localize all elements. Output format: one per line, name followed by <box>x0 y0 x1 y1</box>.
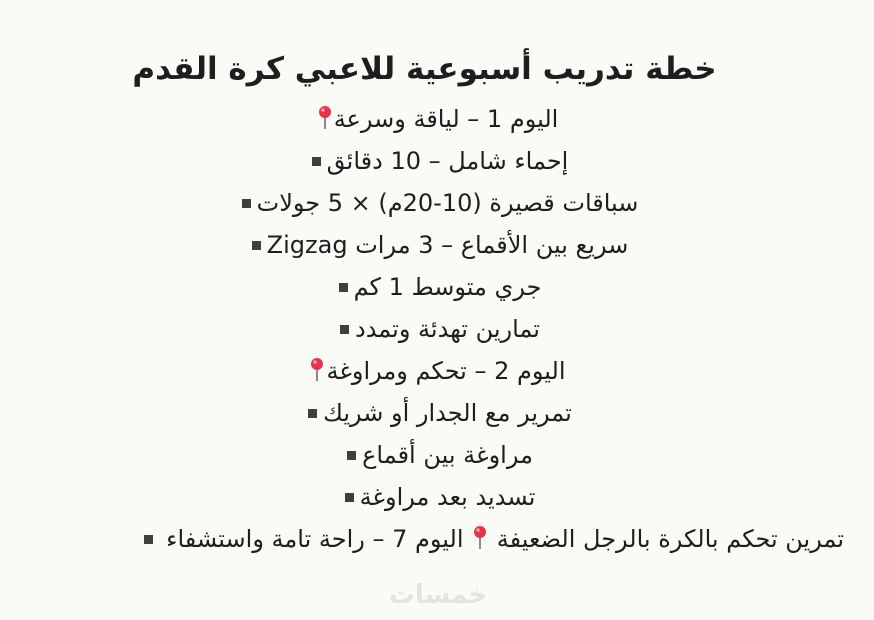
plan-lines <box>0 98 874 518</box>
watermark-logo: خمسات <box>388 580 488 610</box>
plan-line-text: تمرير مع الجدار أو شريك <box>323 399 572 427</box>
square-bullet-icon <box>340 325 349 334</box>
square-bullet-icon <box>144 535 153 544</box>
plan-line-text: تسديد بعد مراوغة <box>359 483 536 511</box>
square-bullet-icon <box>347 451 356 460</box>
plan-item <box>0 224 874 266</box>
pushpin-icon <box>310 354 324 380</box>
plan-line-text: مراوغة بين أقماع <box>362 441 533 469</box>
plan-item <box>0 266 874 308</box>
plan-item <box>0 434 874 476</box>
square-bullet-icon <box>242 199 251 208</box>
plan-item <box>0 140 874 182</box>
square-bullet-icon <box>252 241 261 250</box>
training-plan-document <box>0 40 874 560</box>
square-bullet-icon <box>308 409 317 418</box>
plan-line-text: تمارين تهدئة وتمدد <box>355 315 540 343</box>
plan-item <box>0 308 874 350</box>
plan-item <box>0 392 874 434</box>
plan-line-text: جري متوسط 1 كم <box>353 273 542 301</box>
square-bullet-icon <box>312 157 321 166</box>
day-heading <box>0 350 874 392</box>
plan-item <box>0 476 874 518</box>
plan-line-text: اليوم 1 – لياقة وسرعة <box>333 105 559 133</box>
square-bullet-icon <box>339 283 348 292</box>
plan-line-text: سريع بين الأقماع – 3 مرات Zigzag <box>266 231 629 259</box>
square-bullet-icon <box>345 493 354 502</box>
pushpin-icon <box>473 522 487 548</box>
page-title: خطة تدريب أسبوعية للاعبي كرة القدم <box>132 51 717 87</box>
plan-line-text: سباقات قصيرة (10-20م) × 5 جولات <box>256 189 639 217</box>
plan-line-text: تمرين تحكم بالكرة بالرجل الضعيفة <box>496 525 844 553</box>
plan-item <box>0 182 874 224</box>
day-heading <box>0 98 874 140</box>
plan-line-last <box>0 518 874 560</box>
plan-line-text: اليوم 7 – راحة تامة واستشفاء <box>166 525 464 553</box>
pushpin-icon <box>318 102 332 128</box>
plan-line-text: اليوم 2 – تحكم ومراوغة <box>326 357 566 385</box>
plan-line-text: إحماء شامل – 10 دقائق <box>326 147 569 175</box>
